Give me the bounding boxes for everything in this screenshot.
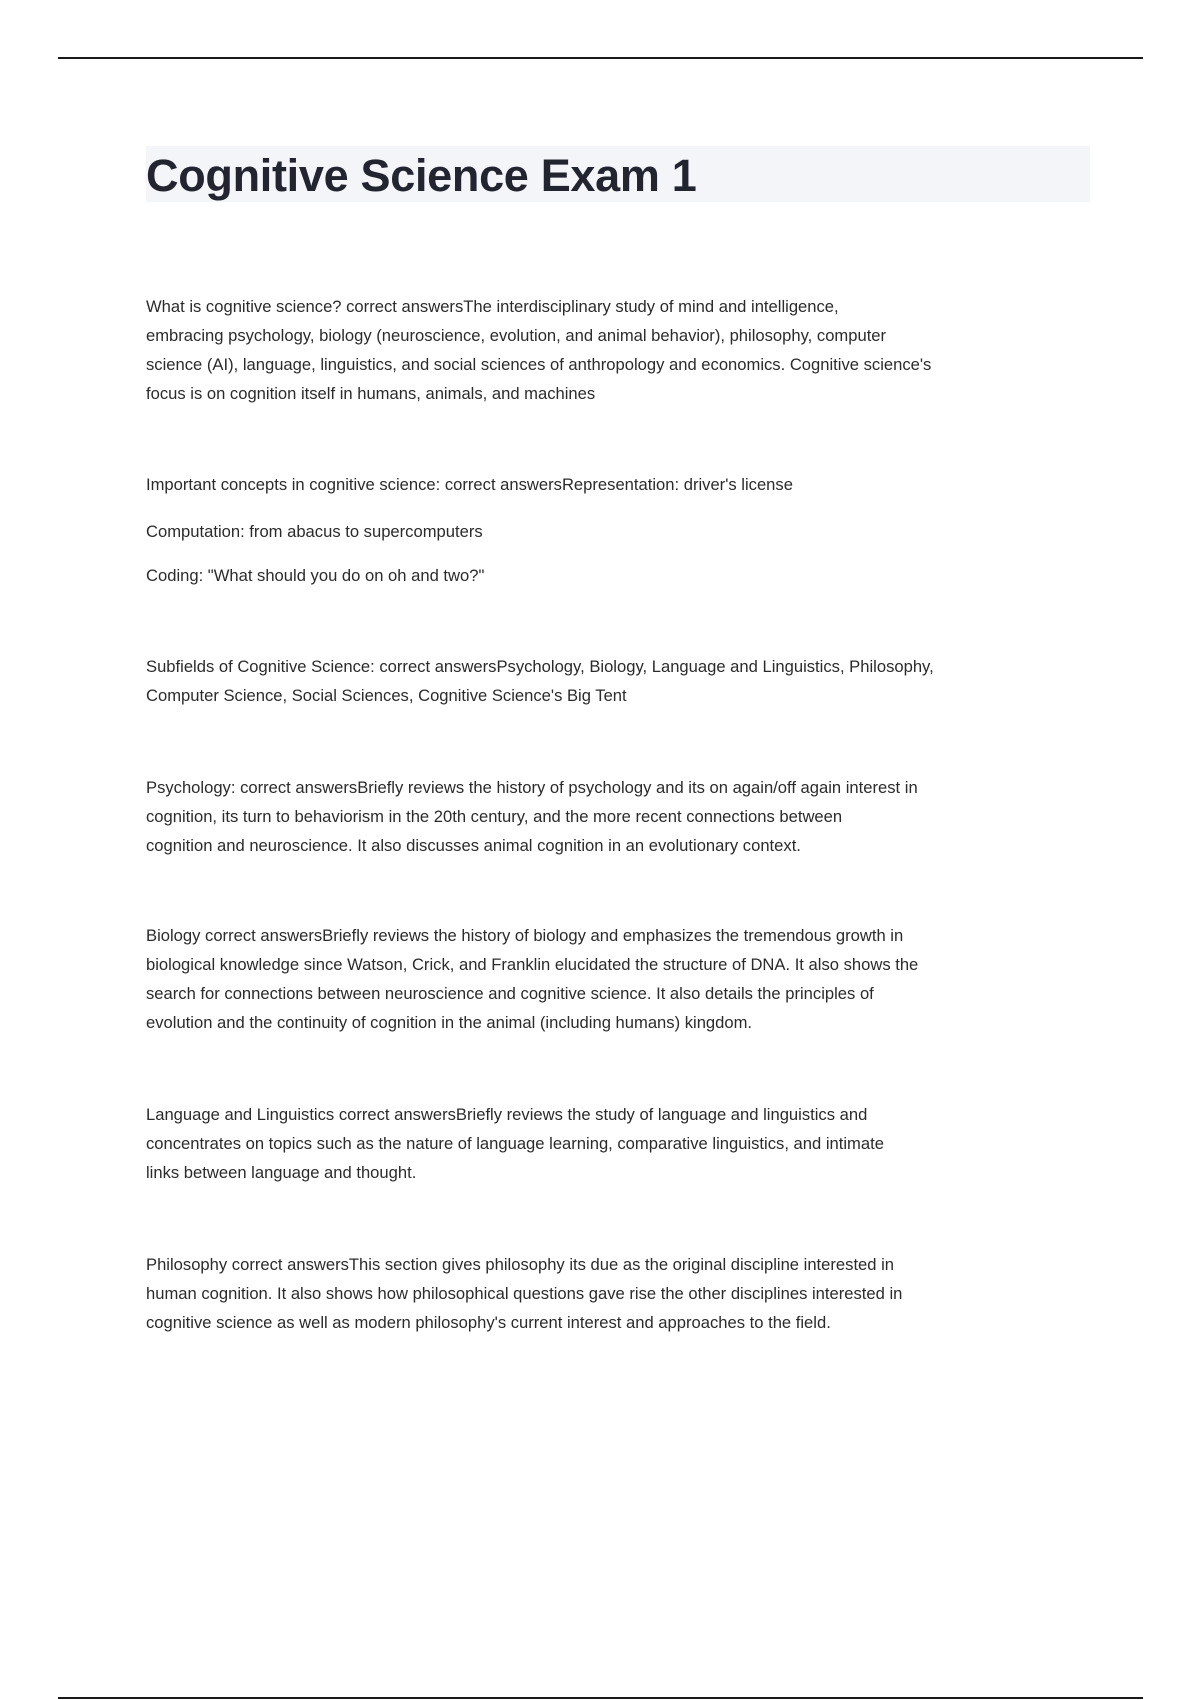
qa-biology (146, 921, 918, 1037)
concept-computation (146, 517, 483, 546)
text-line: cognition, its turn to behaviorism in the 20th century, and the more recent connections between (146, 807, 843, 826)
qa-what-is-cogsci (146, 292, 931, 408)
text-line: What is cognitive science? correct answersThe interdisciplinary study of mind and intelligence, (146, 297, 839, 316)
page-title: Cognitive Science Exam 1 (146, 150, 697, 201)
text-line: cognition and neuroscience. It also discusses animal cognition in an evolutionary context. (146, 836, 801, 855)
qa-philosophy (146, 1250, 902, 1337)
text-line: Computation: from abacus to supercomputers (146, 522, 483, 541)
text-line: science (AI), language, linguistics, and social sciences of anthropology and economics. Cognitive science's (146, 355, 932, 374)
text-line: human cognition. It also shows how philosophical questions gave rise the other disciplines interested in (146, 1284, 903, 1303)
text-line: search for connections between neuroscience and cognitive science. It also details the principles of (146, 984, 874, 1003)
text-line: Coding: "What should you do on oh and two?" (146, 566, 485, 585)
header-rule (58, 57, 1143, 59)
title-banner (146, 146, 1090, 202)
text-line: Language and Linguistics correct answersBriefly reviews the study of language and linguistics and (146, 1105, 868, 1124)
text-line: Philosophy correct answersThis section gives philosophy its due as the original discipline interested in (146, 1255, 895, 1274)
footer-rule (58, 1697, 1143, 1699)
qa-important-concepts (146, 470, 793, 499)
text-line: Important concepts in cognitive science: correct answersRepresentation: driver's license (146, 475, 793, 494)
concept-coding (146, 561, 484, 590)
text-line: focus is on cognition itself in humans, animals, and machines (146, 384, 596, 403)
text-line: Computer Science, Social Sciences, Cognitive Science's Big Tent (146, 686, 627, 705)
text-line: biological knowledge since Watson, Crick, and Franklin elucidated the structure of DNA. It also shows the (146, 955, 919, 974)
text-line: cognitive science as well as modern philosophy's current interest and approaches to the field. (146, 1313, 831, 1332)
qa-psychology (146, 773, 918, 860)
qa-subfields (146, 652, 934, 710)
text-line: links between language and thought. (146, 1163, 417, 1182)
text-line: Biology correct answersBriefly reviews the history of biology and emphasizes the tremendous growth in (146, 926, 904, 945)
text-line: Psychology: correct answersBriefly reviews the history of psychology and its on again/off again interest in (146, 778, 918, 797)
text-line: concentrates on topics such as the nature of language learning, comparative linguistics, and intimate (146, 1134, 884, 1153)
text-line: Subfields of Cognitive Science: correct answersPsychology, Biology, Language and Linguistics, Philosophy, (146, 657, 934, 676)
qa-language-linguistics (146, 1100, 884, 1187)
text-line: embracing psychology, biology (neuroscience, evolution, and animal behavior), philosophy, computer (146, 326, 887, 345)
text-line: evolution and the continuity of cognition in the animal (including humans) kingdom. (146, 1013, 753, 1032)
